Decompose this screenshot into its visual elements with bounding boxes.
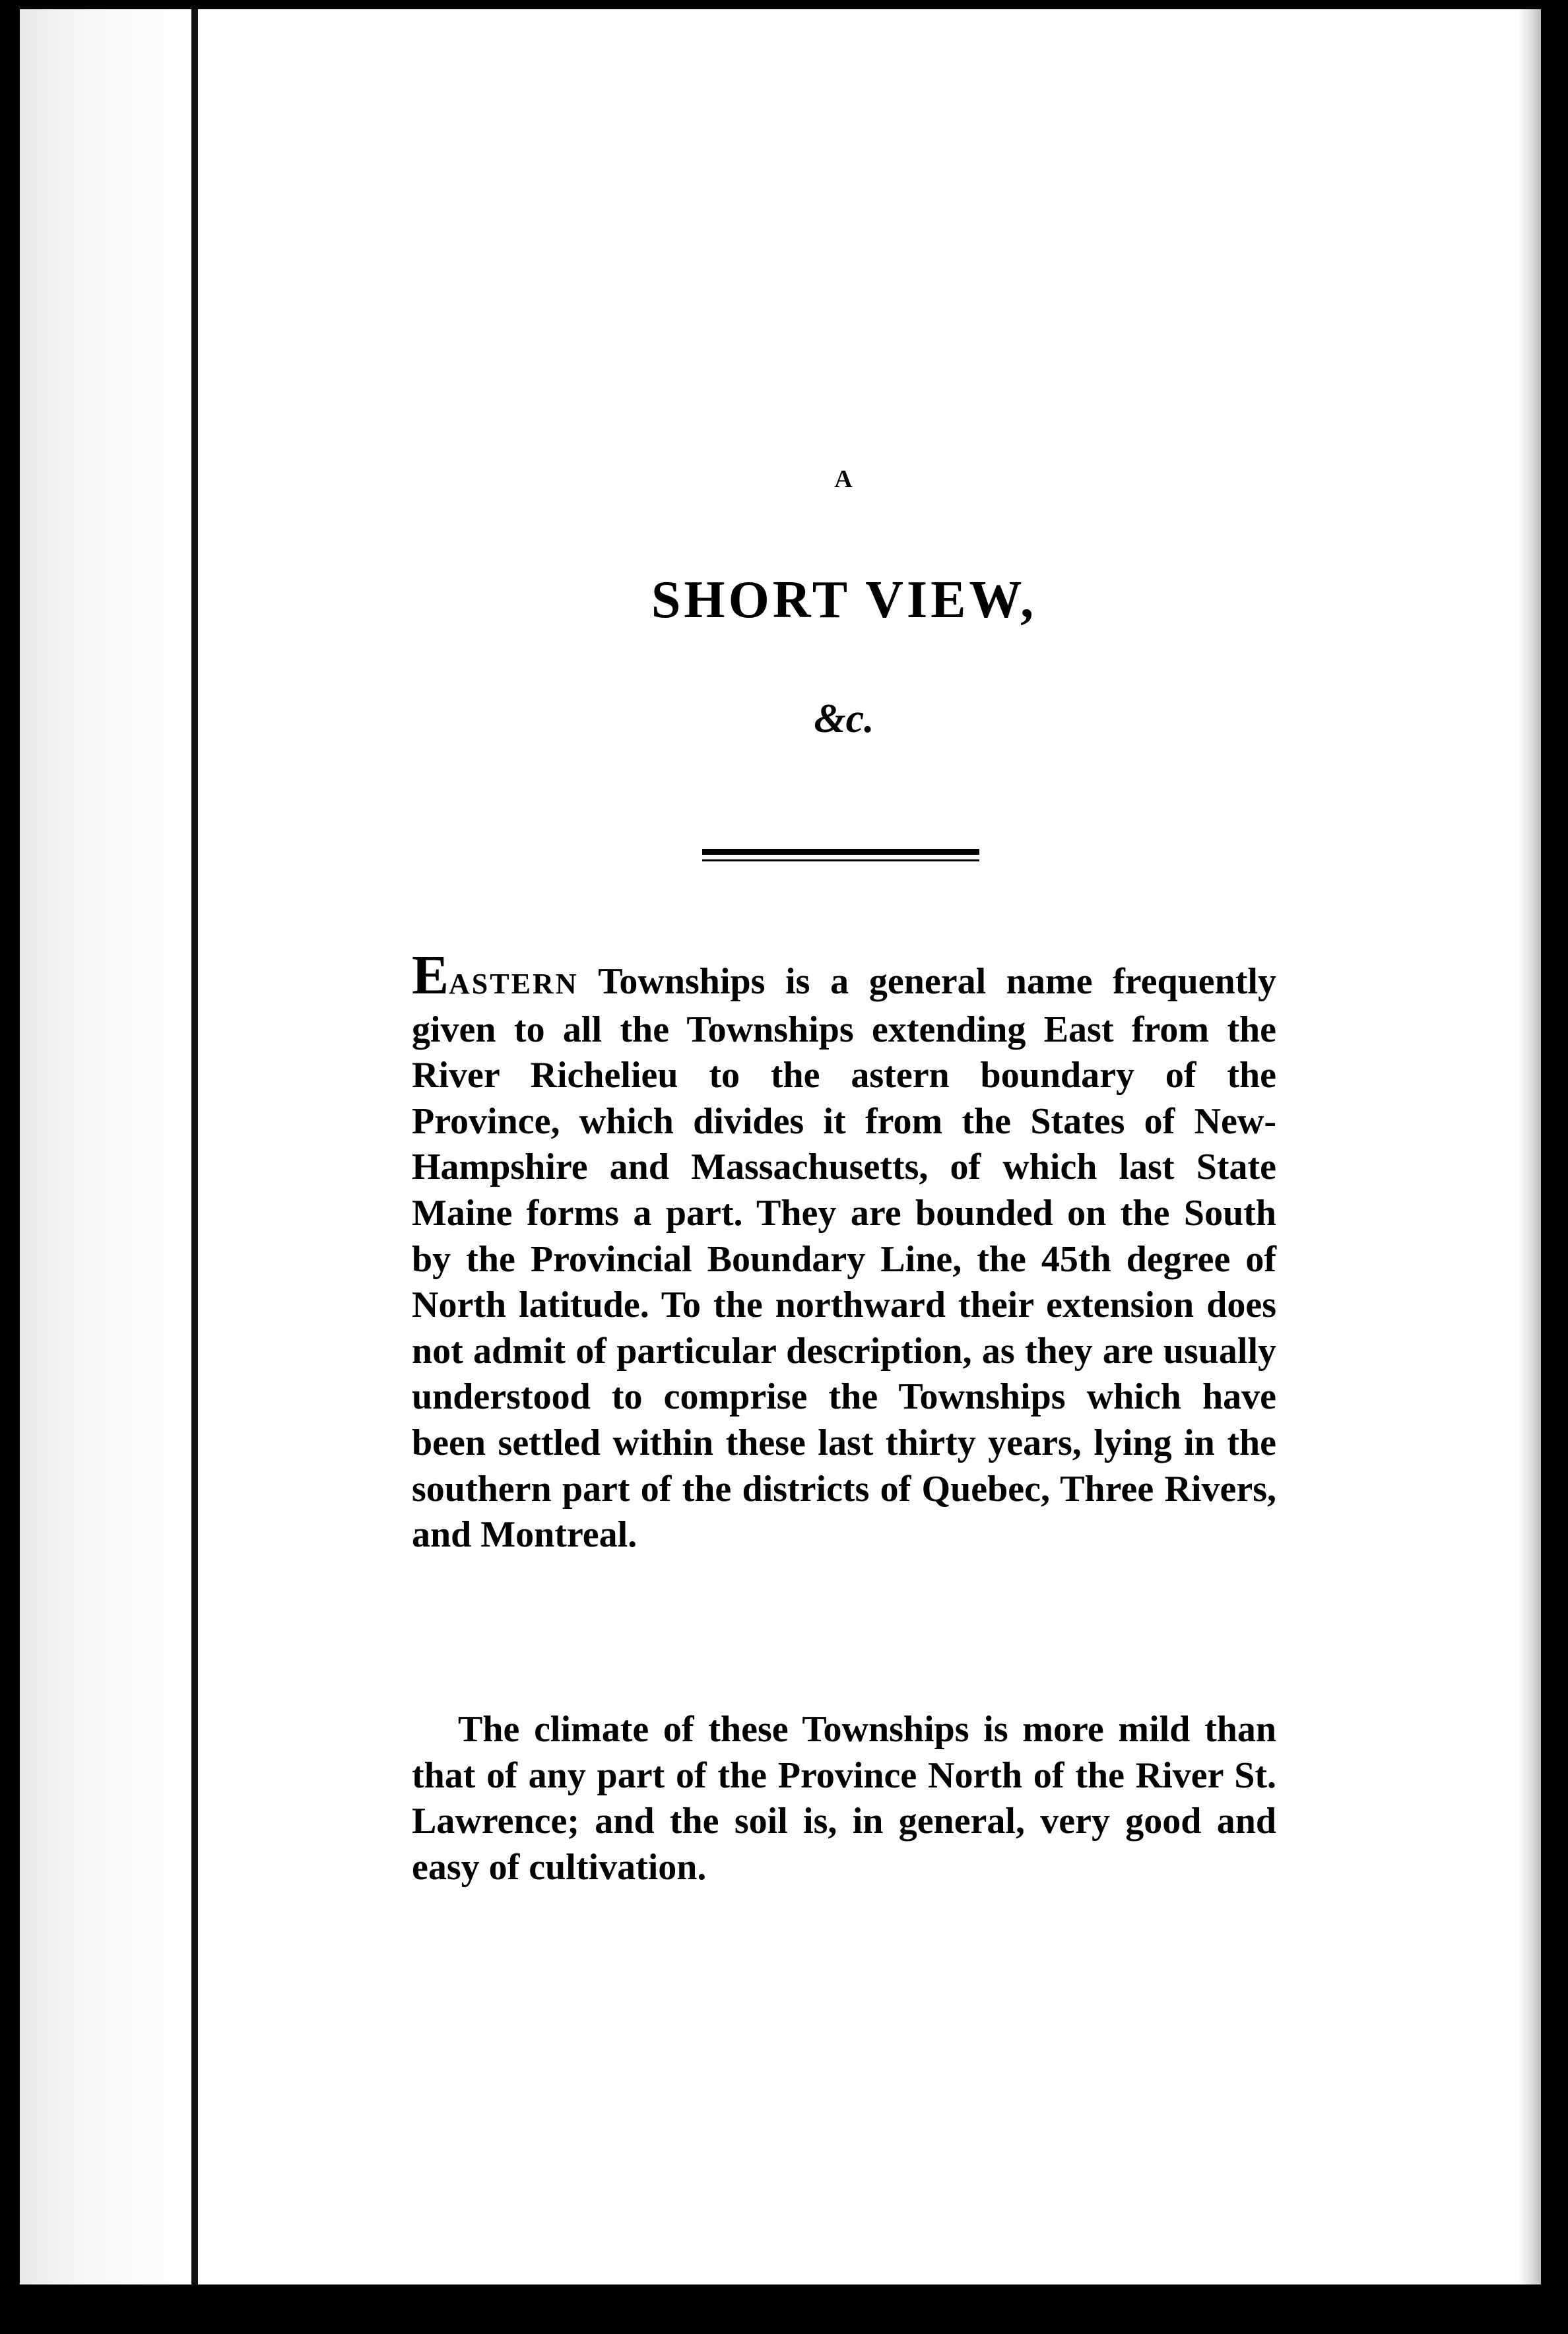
- drop-cap: E: [412, 945, 449, 1006]
- title-prefix: A: [834, 465, 854, 493]
- page-edge-shadow: [1519, 9, 1541, 2284]
- paragraph-eastern-townships: [412, 945, 1276, 1558]
- title-rule-thin: [702, 859, 979, 861]
- paragraph-climate: The climate of these Townships is more mild than that of any part of the Province North of the River St. Lawrence; and the soil is, in general, very good and easy of cultivation.: [412, 1709, 1276, 1888]
- binding-edge: [191, 9, 198, 2284]
- text-column: [412, 9, 1276, 2284]
- title-rule-thick: [702, 849, 979, 855]
- paragraph-1-text: Townships is a general name frequently given to all the Townships extending East from the River Richelieu to the astern boundary of the Province, which divides it from the States of New-Hampshire and Massachusetts, of which last State Maine forms a part. They are bounded on the South by the Provincial Boundary Line, the 45th degree of North latitude. To the northward their extension does not admit of particular description, as they are usually understood to comprise the Townships which have been settled within these last thirty years, lying in the southern part of the districts of Quebec, Three Rivers, and Montreal.: [412, 961, 1276, 1556]
- title-etc: &c.: [814, 696, 874, 741]
- lead-word: ASTERN: [449, 968, 579, 1000]
- page-title: SHORT VIEW,: [651, 571, 1037, 629]
- book-page: [20, 9, 1541, 2284]
- page-gutter-shadow: [20, 9, 191, 2284]
